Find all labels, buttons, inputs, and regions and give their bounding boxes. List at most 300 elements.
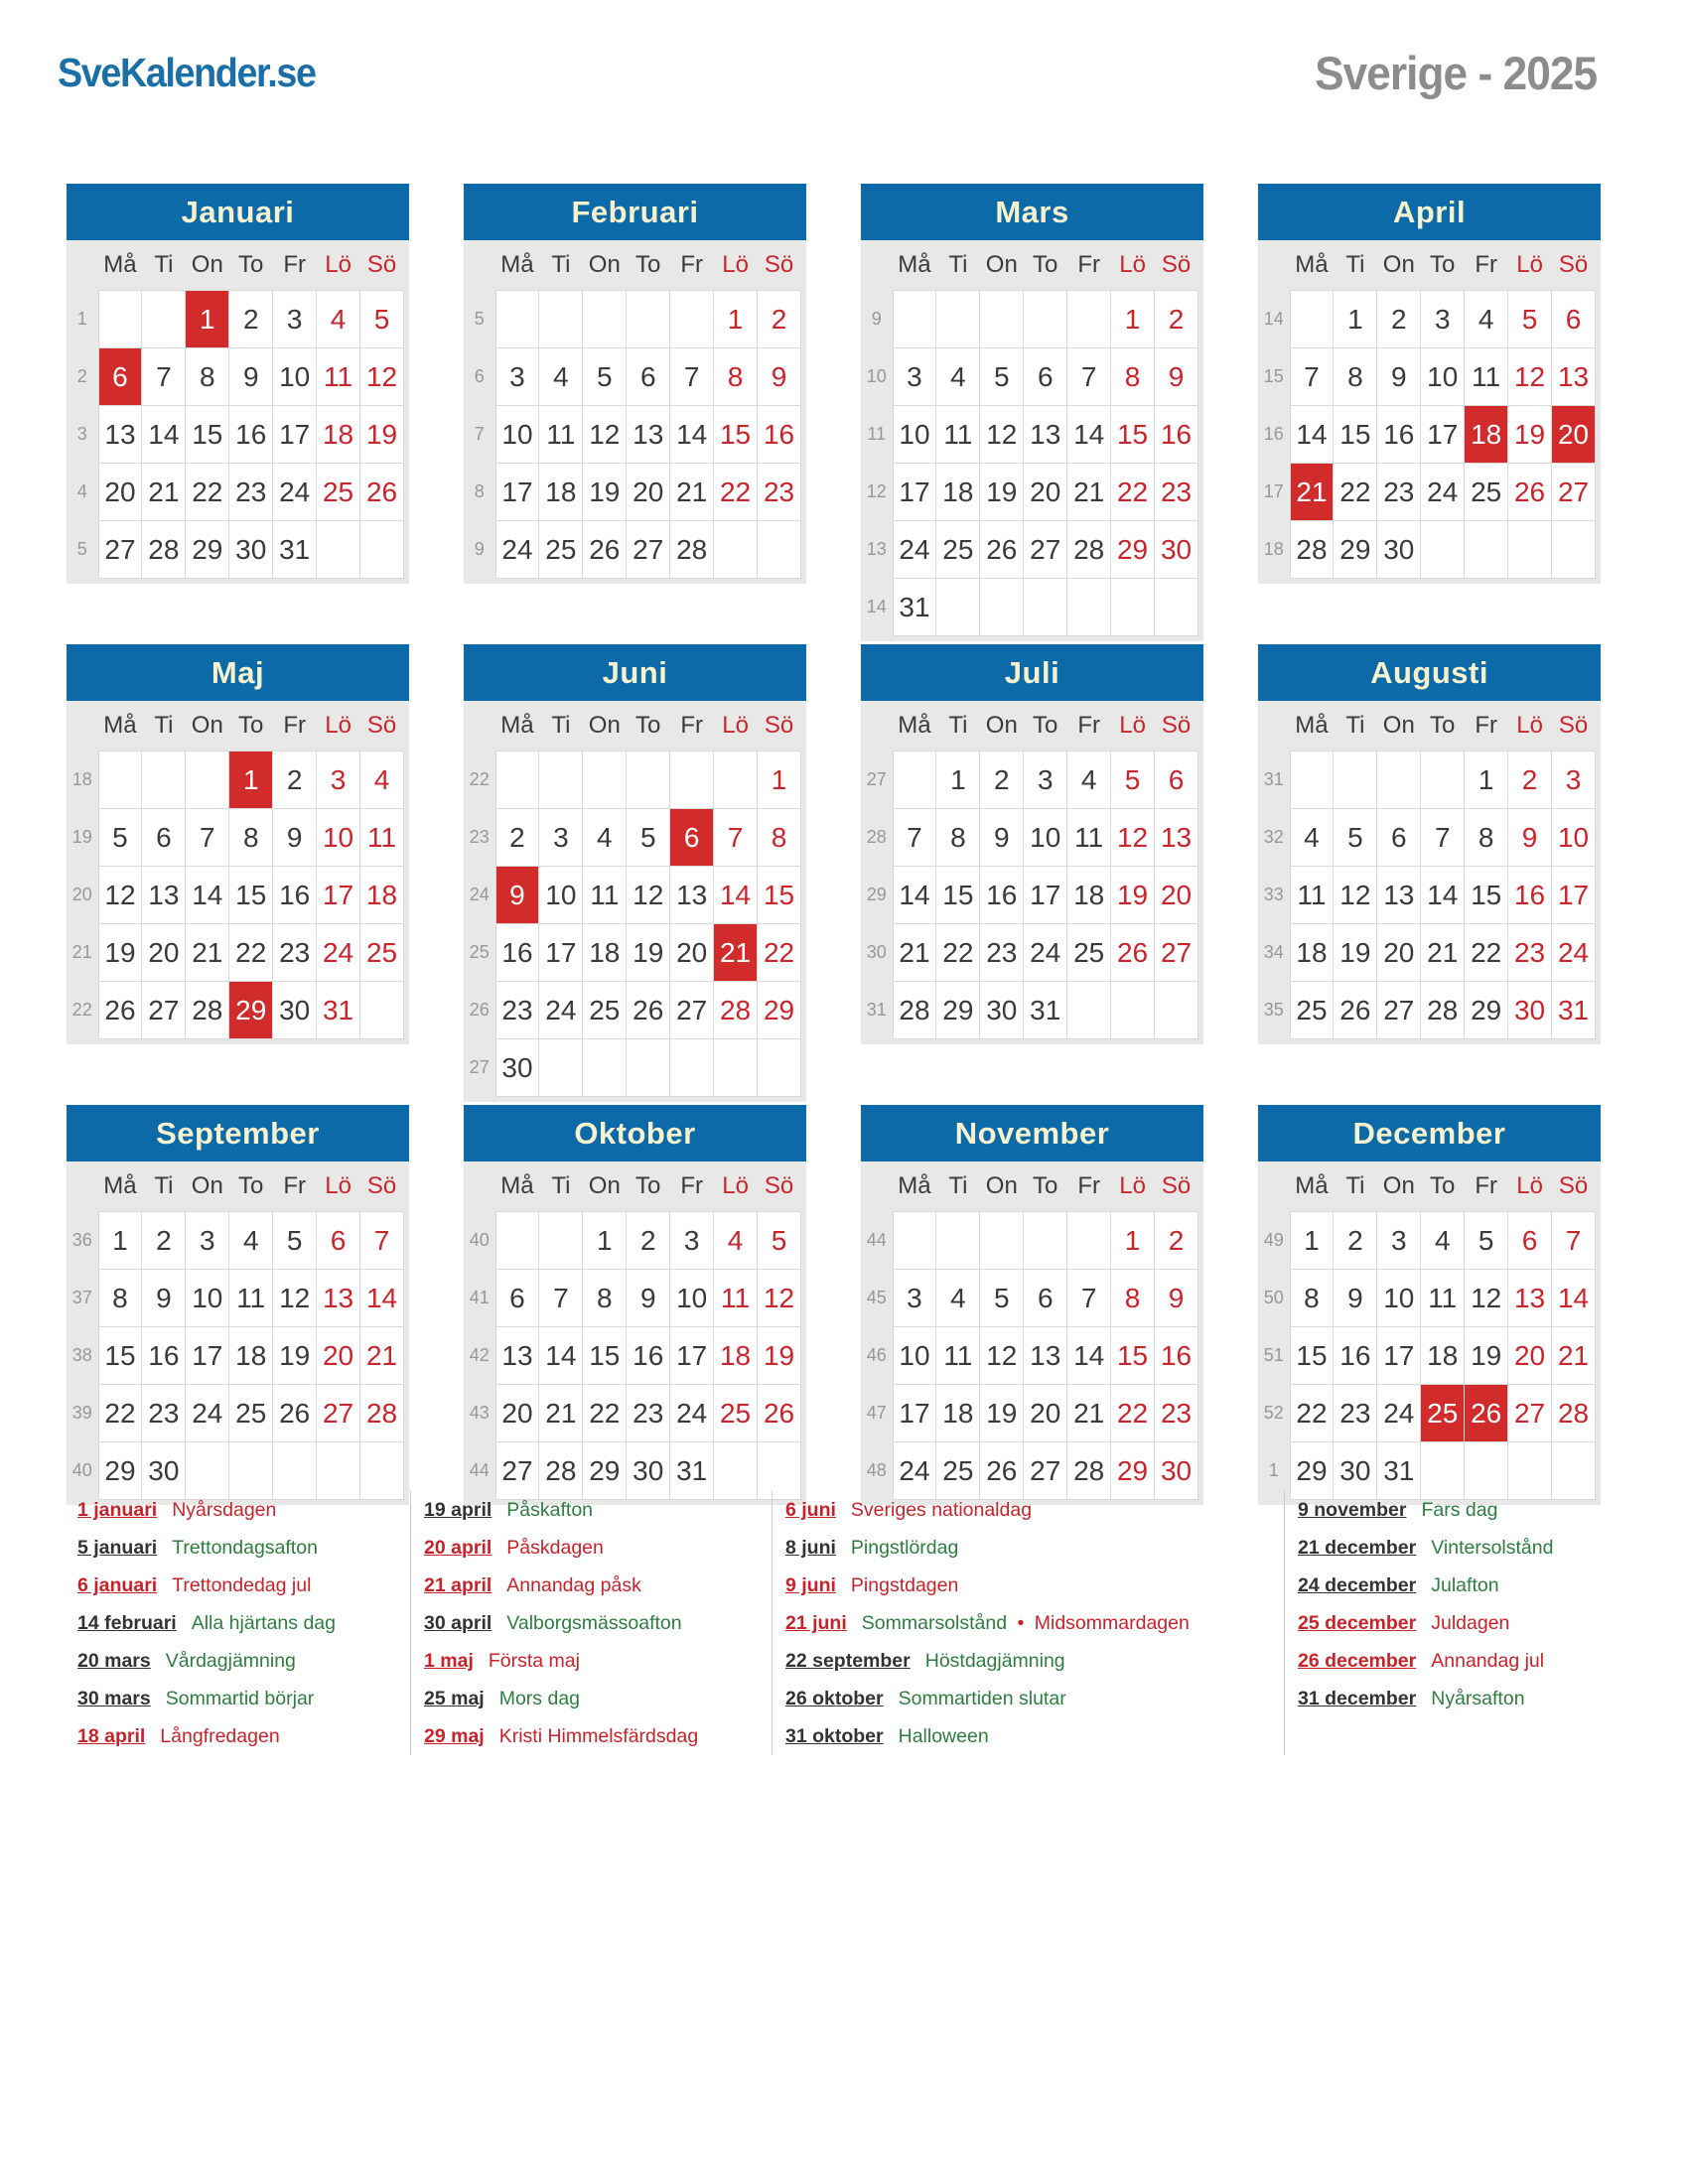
day-cell: 3 [1024,751,1067,809]
day-cell-empty [670,291,714,348]
day-cell: 15 [1111,406,1155,464]
holiday-date-link[interactable]: 5 januari [77,1537,158,1559]
week-row [67,521,404,579]
day-cell: 23 [1155,1385,1198,1442]
weekday-header-row [464,1161,801,1212]
week-number-header [1258,240,1290,291]
day-cell: 10 [893,406,936,464]
day-cell-empty [360,521,404,579]
week-row [464,1270,801,1327]
day-cell: 3 [1421,291,1465,348]
holiday-date-link[interactable]: 26 december [1298,1650,1417,1672]
month-oktober [464,1105,806,1505]
day-cell: 18 [360,867,404,924]
holiday-date-link[interactable]: 6 januari [77,1574,158,1596]
day-cell: 29 [1111,1442,1155,1500]
holiday-date-link[interactable]: 21 december [1298,1537,1417,1559]
day-cell: 8 [1290,1270,1334,1327]
day-cell: 17 [273,406,317,464]
day-cell: 14 [142,406,186,464]
holiday-entry [785,1604,1284,1642]
weekday-header: Må [500,251,534,278]
holiday-date-link[interactable]: 21 juni [785,1612,847,1634]
day-cell-empty [1024,291,1067,348]
week-row [861,1212,1198,1270]
month-table [1258,701,1596,1039]
day-cell: 23 [1155,464,1198,521]
weekday-header-row [67,1161,404,1212]
day-cell: 18 [583,924,627,982]
day-cell: 12 [758,1270,801,1327]
day-cell: 10 [495,406,539,464]
holiday-date-link[interactable]: 31 december [1298,1688,1417,1709]
week-number: 49 [1258,1212,1290,1270]
month-title: Juli [861,644,1203,701]
holiday-entry [424,1529,772,1567]
weekday-header: Ti [154,712,174,739]
month-table [67,1161,404,1500]
week-row [861,521,1198,579]
day-cell: 16 [1377,406,1421,464]
month-table [1258,240,1596,579]
week-number: 46 [861,1327,893,1385]
holiday-column [67,1491,410,1755]
day-cell: 12 [1465,1270,1508,1327]
day-cell: 30 [1334,1442,1377,1500]
day-cell: 4 [936,1270,980,1327]
week-row [1258,406,1596,464]
day-cell: 24 [893,1442,936,1500]
weekday-header: Fr [680,712,703,739]
day-cell: 8 [186,348,229,406]
day-cell: 12 [1508,348,1552,406]
day-cell-holiday: 26 [1465,1385,1508,1442]
holiday-date-link[interactable]: 9 juni [785,1574,836,1596]
week-row [464,464,801,521]
day-cell: 7 [1067,1270,1111,1327]
day-cell: 5 [980,348,1024,406]
holiday-name: Annandag jul [1431,1650,1545,1672]
day-cell: 4 [583,809,627,867]
day-cell: 30 [273,982,317,1039]
day-cell: 5 [758,1212,801,1270]
day-cell: 21 [360,1327,404,1385]
week-number: 30 [861,924,893,982]
month-table [861,240,1198,636]
day-cell: 2 [627,1212,670,1270]
month-table [861,701,1198,1039]
weekday-header: Fr [283,251,306,278]
day-cell: 28 [539,1442,583,1500]
day-cell: 3 [539,809,583,867]
day-cell: 27 [1155,924,1198,982]
week-number: 32 [1258,809,1290,867]
week-number: 40 [67,1442,98,1500]
day-cell: 18 [1067,867,1111,924]
day-cell: 9 [627,1270,670,1327]
holiday-name: Sveriges nationaldag [850,1499,1033,1521]
week-row [67,406,404,464]
day-cell: 23 [1377,464,1421,521]
calendar-grid [67,184,1601,1505]
day-cell: 28 [1421,982,1465,1039]
holiday-date-link[interactable]: 19 april [424,1499,492,1521]
weekday-header: Må [1295,1172,1329,1199]
weekday-header: Ti [154,251,174,278]
day-cell: 20 [1155,867,1198,924]
day-cell-empty [495,1212,539,1270]
day-cell-empty [1067,291,1111,348]
week-number: 44 [861,1212,893,1270]
holiday-entry [424,1717,772,1755]
month-title: Januari [67,184,409,240]
holiday-date-link[interactable]: 20 april [424,1537,492,1559]
weekday-header: Lö [722,1172,749,1199]
day-cell: 25 [317,464,360,521]
week-row [861,291,1198,348]
day-cell-empty [714,521,758,579]
day-cell: 14 [670,406,714,464]
weekday-header: On [191,712,223,739]
weekday-header: On [985,712,1018,739]
holiday-date-link[interactable]: 20 mars [77,1650,151,1672]
day-cell: 27 [1024,1442,1067,1500]
day-cell: 3 [317,751,360,809]
weekday-header: Må [103,251,137,278]
day-cell: 6 [495,1270,539,1327]
day-cell: 23 [627,1385,670,1442]
day-cell: 10 [1421,348,1465,406]
holiday-date-link[interactable]: 18 april [77,1725,146,1747]
day-cell: 22 [1334,464,1377,521]
day-cell: 11 [317,348,360,406]
day-cell: 14 [714,867,758,924]
weekday-header: Sö [764,251,794,278]
day-cell: 13 [670,867,714,924]
day-cell: 5 [273,1212,317,1270]
month-table [464,240,801,579]
day-cell: 24 [670,1385,714,1442]
day-cell: 17 [317,867,360,924]
day-cell: 14 [539,1327,583,1385]
day-cell: 10 [186,1270,229,1327]
day-cell: 16 [1334,1327,1377,1385]
day-cell: 23 [1334,1385,1377,1442]
day-cell: 21 [1067,464,1111,521]
holiday-date-link[interactable]: 26 oktober [785,1688,884,1709]
day-cell: 12 [583,406,627,464]
day-cell: 17 [1024,867,1067,924]
day-cell: 10 [1024,809,1067,867]
week-row [1258,982,1596,1039]
weekday-header: Sö [764,1172,794,1199]
week-number: 23 [464,809,495,867]
week-number: 51 [1258,1327,1290,1385]
holiday-date-link[interactable]: 31 oktober [785,1725,884,1747]
day-cell-holiday: 9 [495,867,539,924]
day-cell: 5 [583,348,627,406]
day-cell: 30 [627,1442,670,1500]
day-cell: 22 [714,464,758,521]
day-cell: 19 [980,464,1024,521]
weekday-header: Lö [1119,251,1146,278]
day-cell: 21 [1067,1385,1111,1442]
day-cell: 14 [1067,406,1111,464]
day-cell: 23 [495,982,539,1039]
day-cell: 19 [980,1385,1024,1442]
day-cell: 27 [98,521,142,579]
day-cell-empty [1377,751,1421,809]
week-number: 9 [861,291,893,348]
day-cell: 26 [1111,924,1155,982]
month-title: November [861,1105,1203,1161]
holiday-date-link[interactable]: 30 april [424,1612,492,1634]
weekday-header: Sö [366,251,397,278]
week-number: 27 [861,751,893,809]
week-row [1258,521,1596,579]
day-cell: 12 [1334,867,1377,924]
week-number: 10 [861,348,893,406]
day-cell: 14 [1067,1327,1111,1385]
day-cell: 12 [273,1270,317,1327]
day-cell: 21 [142,464,186,521]
day-cell-empty [936,291,980,348]
week-row [464,521,801,579]
week-row [861,1327,1198,1385]
day-cell: 26 [273,1385,317,1442]
day-cell: 10 [670,1270,714,1327]
day-cell: 3 [186,1212,229,1270]
day-cell: 26 [758,1385,801,1442]
day-cell-empty [758,521,801,579]
weekday-header: Ti [948,712,968,739]
weekday-header: Sö [1558,251,1589,278]
day-cell: 25 [1465,464,1508,521]
week-number: 14 [1258,291,1290,348]
day-cell: 8 [229,809,273,867]
day-cell: 30 [1377,521,1421,579]
day-cell: 13 [142,867,186,924]
day-cell: 7 [893,809,936,867]
day-cell: 27 [670,982,714,1039]
day-cell: 20 [98,464,142,521]
day-cell: 7 [360,1212,404,1270]
month-december [1258,1105,1601,1505]
holiday-name: Trettondagsafton [172,1537,318,1559]
day-cell: 24 [273,464,317,521]
day-cell: 6 [1155,751,1198,809]
day-cell-empty [1067,982,1111,1039]
holiday-name: Nyårsdagen [172,1499,277,1521]
day-cell: 5 [360,291,404,348]
day-cell: 19 [98,924,142,982]
day-cell: 3 [670,1212,714,1270]
week-number: 17 [1258,464,1290,521]
day-cell: 16 [142,1327,186,1385]
day-cell: 9 [1334,1270,1377,1327]
week-row [861,867,1198,924]
week-row [464,406,801,464]
day-cell-empty [186,751,229,809]
day-cell-empty [1421,751,1465,809]
holiday-date-link[interactable]: 1 januari [77,1499,158,1521]
holiday-name: Pingstlördag [850,1537,959,1559]
week-number: 45 [861,1270,893,1327]
day-cell: 20 [495,1385,539,1442]
week-number: 6 [464,348,495,406]
day-cell: 4 [1421,1212,1465,1270]
day-cell: 25 [360,924,404,982]
holiday-date-link[interactable]: 25 december [1298,1612,1417,1634]
day-cell: 26 [980,521,1024,579]
weekday-header-row [1258,240,1596,291]
day-cell: 2 [1155,291,1198,348]
weekday-header: Fr [1475,712,1497,739]
day-cell: 15 [186,406,229,464]
holiday-name: Alla hjärtans dag [191,1612,336,1634]
weekday-header: Lö [722,251,749,278]
weekday-header: On [191,251,223,278]
day-cell: 17 [495,464,539,521]
day-cell: 7 [1290,348,1334,406]
holiday-date-link[interactable]: 25 maj [424,1688,485,1709]
week-row [1258,1270,1596,1327]
week-row [1258,809,1596,867]
weekday-header: To [1033,712,1058,739]
holiday-date-link[interactable]: 14 februari [77,1612,177,1634]
holiday-entry [424,1642,772,1680]
day-cell: 10 [317,809,360,867]
weekday-header: Ti [1345,1172,1365,1199]
day-cell: 18 [936,464,980,521]
day-cell: 13 [98,406,142,464]
day-cell: 25 [936,1442,980,1500]
day-cell: 6 [1508,1212,1552,1270]
day-cell: 13 [495,1327,539,1385]
day-cell: 20 [317,1327,360,1385]
day-cell: 30 [980,982,1024,1039]
week-row [464,982,801,1039]
week-number: 26 [464,982,495,1039]
day-cell: 7 [670,348,714,406]
day-cell: 14 [1290,406,1334,464]
day-cell: 4 [1290,809,1334,867]
month-februari [464,184,806,584]
day-cell: 24 [1421,464,1465,521]
week-number: 31 [1258,751,1290,809]
month-augusti [1258,644,1601,1044]
holiday-date-link[interactable]: 6 juni [785,1499,836,1521]
day-cell-empty [583,291,627,348]
holiday-date-link[interactable]: 9 november [1298,1499,1407,1521]
holiday-date-link[interactable]: 22 september [785,1650,911,1672]
day-cell: 13 [1024,1327,1067,1385]
day-cell: 28 [186,982,229,1039]
holiday-entry [1298,1604,1581,1642]
day-cell: 20 [1024,464,1067,521]
day-cell: 21 [539,1385,583,1442]
week-row [464,809,801,867]
week-number: 11 [861,406,893,464]
day-cell-holiday: 21 [714,924,758,982]
day-cell-empty [317,521,360,579]
holiday-name: Fars dag [1421,1499,1498,1521]
week-number: 16 [1258,406,1290,464]
week-row [861,809,1198,867]
week-row [1258,348,1596,406]
weekday-header: Må [898,712,931,739]
site-logo[interactable]: SveKalender.se [58,50,316,95]
month-januari [67,184,409,584]
weekday-header: Må [898,251,931,278]
day-cell: 22 [229,924,273,982]
holiday-entry [785,1680,1284,1717]
week-number-header [464,240,495,291]
day-cell: 4 [360,751,404,809]
week-row [1258,464,1596,521]
weekday-header-row [861,701,1198,751]
holiday-date-link[interactable]: 29 maj [424,1725,485,1747]
day-cell: 30 [1155,1442,1198,1500]
holiday-name: Vårdagjämning [165,1650,296,1672]
day-cell: 23 [273,924,317,982]
day-cell: 16 [627,1327,670,1385]
holiday-date-link[interactable]: 30 mars [77,1688,151,1709]
day-cell: 29 [758,982,801,1039]
week-row [861,1385,1198,1442]
week-row [464,751,801,809]
month-november [861,1105,1203,1505]
day-cell: 28 [360,1385,404,1442]
day-cell: 1 [583,1212,627,1270]
day-cell: 28 [714,982,758,1039]
day-cell: 20 [670,924,714,982]
day-cell: 12 [360,348,404,406]
holiday-name: Sommartiden slutar [898,1688,1066,1709]
holiday-date-link[interactable]: 21 april [424,1574,492,1596]
weekday-header: Fr [680,251,703,278]
week-row [1258,1385,1596,1442]
month-table [464,701,801,1097]
day-cell: 15 [1111,1327,1155,1385]
weekday-header-row [1258,1161,1596,1212]
week-row [1258,1212,1596,1270]
day-cell: 28 [893,982,936,1039]
weekday-header-row [464,701,801,751]
weekday-header: Må [1295,712,1329,739]
day-cell-empty [980,1212,1024,1270]
holiday-separator-bullet: • [1017,1612,1025,1634]
month-title: Maj [67,644,409,701]
weekday-header: Må [898,1172,931,1199]
day-cell: 6 [317,1212,360,1270]
holiday-date-link[interactable]: 8 juni [785,1537,836,1559]
week-number-header [1258,701,1290,751]
holiday-date-link[interactable]: 1 maj [424,1650,474,1672]
day-cell: 4 [936,348,980,406]
day-cell: 16 [758,406,801,464]
day-cell: 2 [1377,291,1421,348]
holiday-date-link[interactable]: 24 december [1298,1574,1417,1596]
weekday-header: Må [103,712,137,739]
day-cell-empty [627,291,670,348]
week-number: 28 [861,809,893,867]
week-row [67,1327,404,1385]
day-cell: 31 [1552,982,1596,1039]
day-cell: 6 [1552,291,1596,348]
day-cell: 7 [1421,809,1465,867]
week-number: 22 [464,751,495,809]
